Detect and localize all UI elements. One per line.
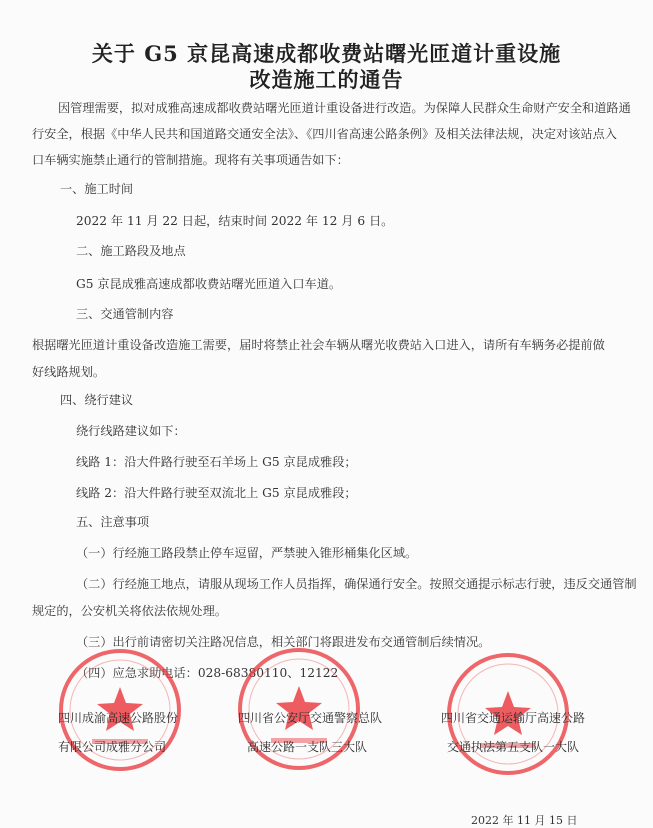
signer1-line1: 四川成渝高速公路股份 <box>58 711 179 725</box>
section3-text-2: 好线路规划。 <box>32 365 106 379</box>
section4-heading: 四、绕行建议 <box>60 393 134 407</box>
section5-item3: （三）出行前请密切关注路况信息，相关部门将跟进发布交通管制后续情况。 <box>76 635 491 649</box>
intro-line-1: 因管理需要，拟对成雅高速成都收费站曙光匝道计重设备进行改造。为保障人民群众生命财产安全和道路通 <box>58 101 631 115</box>
signer2-line2: 高速公路一支队三大队 <box>247 740 368 754</box>
section3-text-1: 根据曙光匝道计重设备改造施工需要，届时将禁止社会车辆从曙光收费站入口进入，请所有车辆务必提前做 <box>32 338 605 352</box>
signer3-line1: 四川省交通运输厅高速公路 <box>441 711 586 725</box>
notice-title-line2: 改造施工的通告 <box>249 67 404 92</box>
notice-title-line1: 关于 G5 京昆高速成都收费站曙光匝道计重设施 <box>91 41 562 66</box>
signer2-line1: 四川省公安厅交通警察总队 <box>238 711 383 725</box>
section4-intro: 绕行线路建议如下： <box>76 424 186 438</box>
signer3-line2: 交通执法第五支队一大队 <box>447 740 580 754</box>
signer1-line2: 有限公司成雅分公司 <box>58 740 167 754</box>
section5-item2-line2: 规定的，公安机关将依法依规处理。 <box>32 604 227 618</box>
section2-text: G5 京昆成雅高速成都收费站曙光匝道入口车道。 <box>76 277 342 291</box>
section5-heading: 五、注意事项 <box>76 515 150 529</box>
section4-route2: 线路 2：沿大件路行驶至双流北上 G5 京昆成雅段； <box>76 486 357 500</box>
section1-text: 2022 年 11 月 22 日起，结束时间 2022 年 12 月 6 日。 <box>76 214 394 228</box>
intro-line-2: 行安全，根据《中华人民共和国道路交通安全法》、《四川省高速公路条例》及相关法律法规，决定对该站点入 <box>32 127 617 141</box>
section2-heading: 二、施工路段及地点 <box>76 244 186 258</box>
notice-date: 2022 年 11 月 15 日 <box>471 814 578 827</box>
section1-heading: 一、施工时间 <box>60 182 134 196</box>
section4-route1: 线路 1：沿大件路行驶至石羊场上 G5 京昆成雅段； <box>76 455 357 469</box>
section3-heading: 三、交通管制内容 <box>76 307 174 321</box>
intro-line-3: 口车辆实施禁止通行的管制措施。现将有关事项通告如下： <box>32 153 349 167</box>
section5-item1: （一）行经施工路段禁止停车逗留，严禁驶入锥形桶集化区域。 <box>76 546 418 560</box>
section5-item2-line1: （二）行经施工地点，请服从现场工作人员指挥，确保通行安全。按照交通提示标志行驶，违反交通管制 <box>76 577 637 591</box>
section5-item4: （四）应急求助电话：028-68380110、12122 <box>76 666 339 680</box>
